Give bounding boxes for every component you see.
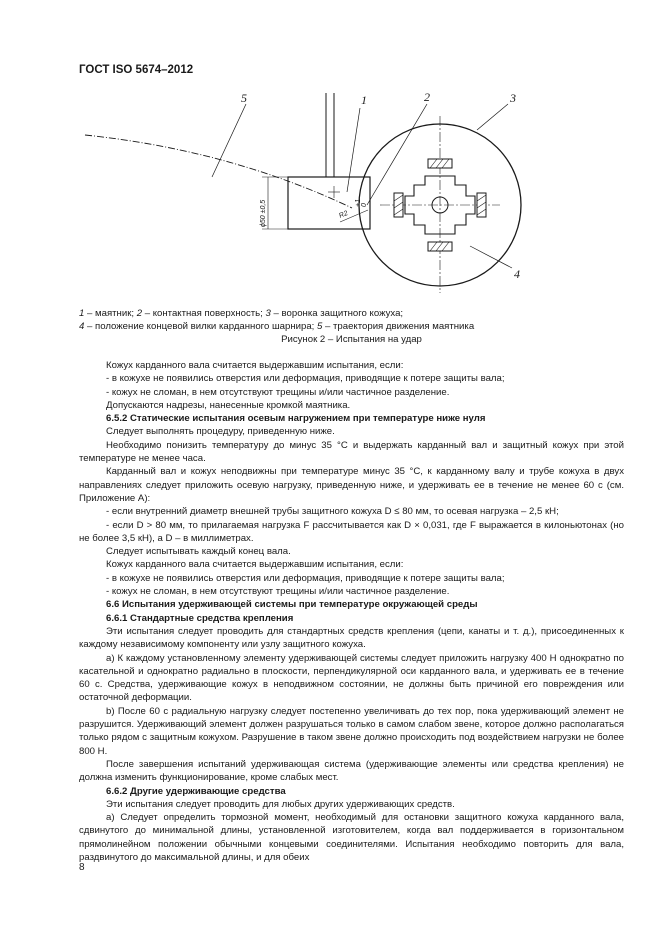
- paragraph: Необходимо понизить температуру до минус 35 °С и выдержать карданный вал и защитный кожух при этой температуре не менее часа.: [79, 439, 624, 465]
- paragraph: - в кожухе не появились отверстия или деформация, приводящие к потере защиты вала;: [106, 373, 505, 385]
- pendulum-trajectory: [85, 135, 352, 208]
- paragraph: Допускаются надрезы, нанесенные кромкой маятника.: [106, 399, 351, 411]
- paragraph: Следует выполнять процедуру, приведенную ниже.: [106, 426, 335, 438]
- paragraph: Карданный вал и кожух неподвижны при температуре минус 35 °С, к карданному валу и трубе кожуха в двух направлениях следует приложить осевую нагрузку, приведенную ниже, и удерживать ее в течение не менее 60 с (см. Приложение А):: [79, 466, 624, 504]
- paragraph: После завершения испытаний удерживающая система (удерживающие элементы или средства крепления) не должна изменить функционирование, кроме слабых мест.: [79, 758, 624, 784]
- callout-1: 1: [361, 93, 367, 107]
- document-header: ГОСТ ISO 5674–2012: [79, 64, 194, 76]
- bearing-cap-top: [428, 159, 452, 168]
- paragraph: - если D > 80 мм, то прилагаемая нагрузка F рассчитывается как D × 0,031, где F выражается в килоньютонах (но не более 3,5 кН), а D – в миллиметрах.: [79, 519, 624, 544]
- paragraph: - кожух не сломан, в нем отсутствуют трещины и/или частичное разделение.: [106, 586, 450, 598]
- section-heading: 6.6.1 Стандартные средства крепления: [106, 612, 294, 624]
- tolerance-plus-label: +1: [355, 199, 362, 207]
- paragraph: Следует испытывать каждый конец вала.: [106, 546, 291, 558]
- callout-3: 3: [510, 91, 516, 105]
- page-number: 8: [79, 862, 85, 873]
- paragraph: Эти испытания следует проводить для стандартных средств крепления (цепи, канаты и т. д.), присоединенных к каждому независимому компоненту или узлу защитного кожуха.: [79, 625, 624, 651]
- legend-line-1: 1 – маятник; 2 – контактная поверхность; 3 – воронка защитного кожуха;: [79, 308, 404, 319]
- paragraph: Кожух карданного вала считается выдержавшим испытания, если:: [106, 360, 404, 371]
- paragraph: а) Следует определить тормозной момент, необходимый для остановки защитного кожуха карданного вала, сдвинутого до минимальной длины, установленной изготовителем, когда вал поддерживается в горизонтальном прямолинейном положении обычными концевыми соединителями. Испытания необходимо повторить для вала, раздвинутого до максимальной длины, и для обеих: [79, 812, 624, 863]
- callout-2: 2: [424, 90, 430, 104]
- figure-title: Рисунок 2 – Испытания на удар: [281, 334, 422, 345]
- figure-legend: [79, 307, 624, 346]
- section-heading: 6.6.2 Другие удерживающие средства: [106, 785, 286, 797]
- diameter-dimension-label: ϕ50 ±0,5: [260, 199, 267, 227]
- paragraph: Эти испытания следует проводить для любых других удерживающих средств.: [106, 798, 455, 810]
- paragraph: Кожух карданного вала считается выдержавшим испытания, если:: [106, 559, 404, 571]
- paragraph: - в кожухе не появились отверстия или деформация, приводящие к потере защиты вала;: [106, 572, 505, 584]
- impact-test-figure: [0, 0, 661, 320]
- paragraph: - если внутренний диаметр внешней трубы защитного кожуха D ≤ 80 мм, то осевая нагрузка – 2,5 кН;: [106, 506, 559, 518]
- tolerance-zero-label: 0: [361, 203, 368, 207]
- section-heading: 6.6 Испытания удерживающей системы при температуре окружающей среды: [106, 599, 478, 611]
- callout-5: 5: [241, 91, 247, 105]
- legend-line-2: 4 – положение концевой вилки карданного шарнира; 5 – траектория движения маятника: [79, 321, 475, 332]
- paragraph: - кожух не сломан, в нем отсутствуют трещины и/или частичное разделение.: [106, 386, 450, 398]
- radius-dimension-label: R2: [338, 210, 350, 220]
- paragraph: а) К каждому установленному элементу удерживающей системы следует приложить нагрузку 400 Н однократно по касательной и однократно радиально в плоскости, перпендикулярной оси карданного вала, и удерживать ее в течение 60 с. Средства, удерживающие кожух в неподвижном состоянии, не должны быть причиной его повреждения или остаточной деформации.: [79, 652, 624, 704]
- bearing-cap-bottom: [428, 242, 452, 251]
- paragraph: b) После 60 с радиальную нагрузку следует постепенно увеличивать до тех пор, пока удерживающий элемент не разрушится. Удерживающий элемент должен разрушаться только в самом слабом звене, которое должно располагаться только рядом с защитным кожухом. Разрушение в таком звене должно происходить под воздействием нагрузки не более 800 Н.: [79, 705, 624, 757]
- callout-4: 4: [514, 267, 520, 281]
- document-body: [79, 359, 624, 864]
- section-heading: 6.5.2 Статические испытания осевым нагружением при температуре ниже нуля: [106, 413, 486, 425]
